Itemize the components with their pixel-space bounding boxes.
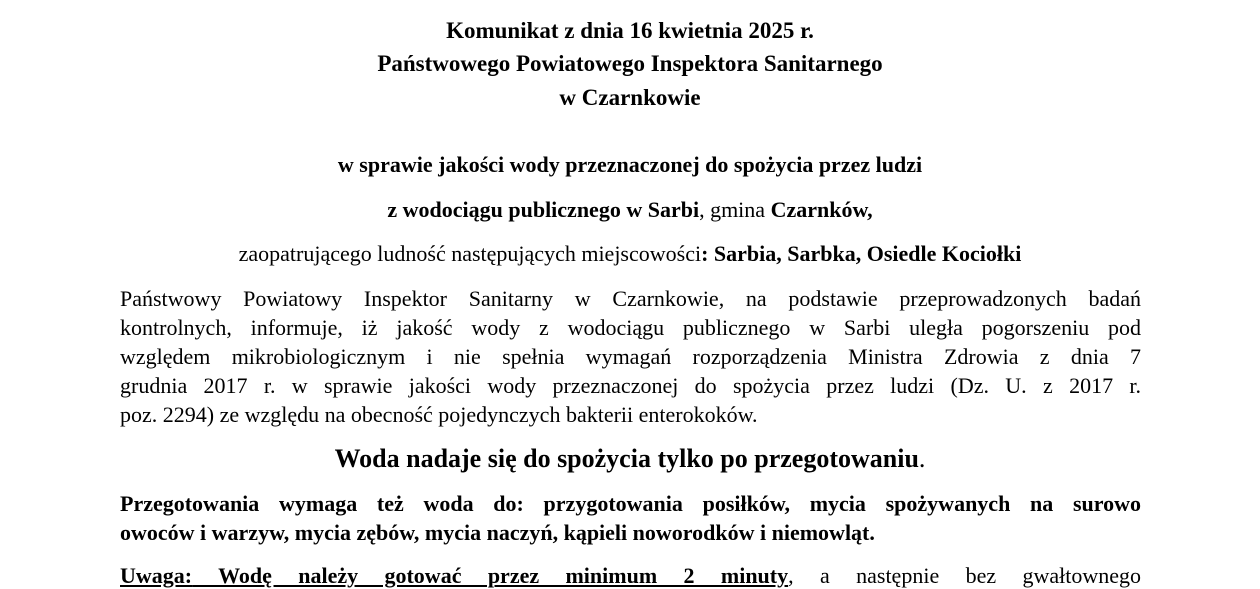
notice-period: . [918, 444, 926, 473]
warning-text: Wodę należy gotować przez minimum 2 minuty [192, 563, 789, 588]
notice-text: Woda nadaje się do spożycia tylko po przegotowaniu [334, 444, 919, 473]
subject-line-1: w sprawie jakości wody przeznaczonej do spożycia przez ludzi [337, 152, 923, 177]
header-line-1: Komunikat z dnia 16 kwietnia 2025 r. [446, 18, 814, 43]
subject-commune-label: , gmina [699, 197, 771, 222]
body-line-2: kontrolnych, informuje, iż jakość wody z wodociągu publicznego w Sarbi uległa pogorszeniu pod [120, 315, 1141, 340]
boiling-line-1: Przegotowania wymaga też woda do: przygotowania posiłków, mycia spożywanych na surowo [120, 491, 1141, 516]
subject-localities-label: zaopatrującego ludność następujących miejscowości [238, 241, 702, 266]
body-line-1: Państwowy Powiatowy Inspektor Sanitarny w Czarnkowie, na podstawie przeprowadzonych badań [120, 286, 1141, 311]
subject-commune: Czarnków, [770, 197, 873, 222]
warning-line [120, 563, 1141, 589]
subject-source: z wodociągu publicznego w Sarbi [387, 197, 700, 222]
body-line-3: względem mikrobiologicznym i nie spełnia wymagań rozporządzenia Ministra Zdrowia z dnia 7 [120, 344, 1141, 369]
subject-line-2 [0, 197, 1260, 223]
warning-rest: , a następnie bez gwałtownego [788, 563, 1141, 588]
subject-line-3 [0, 241, 1260, 267]
warning-label: Uwaga: [120, 563, 193, 588]
header-line-2: Państwowego Powiatowego Inspektora Sanitarnego [377, 51, 883, 76]
boiling-line-2: owoców i warzyw, mycia zębów, mycia naczyń, kąpieli noworodków i niemowląt. [120, 520, 875, 545]
subject-localities: : Sarbia, Sarbka, Osiedle Kociołki [701, 241, 1022, 266]
notice-line [0, 444, 1260, 474]
body-line-4: grudnia 2017 r. w sprawie jakości wody przeznaczonej do spożycia przez ludzi (Dz. U. z 2017 r. [120, 373, 1141, 398]
header-line-3: w Czarnkowie [559, 85, 701, 110]
body-line-5: poz. 2294) ze względu na obecność pojedynczych bakterii enterokoków. [120, 402, 758, 427]
